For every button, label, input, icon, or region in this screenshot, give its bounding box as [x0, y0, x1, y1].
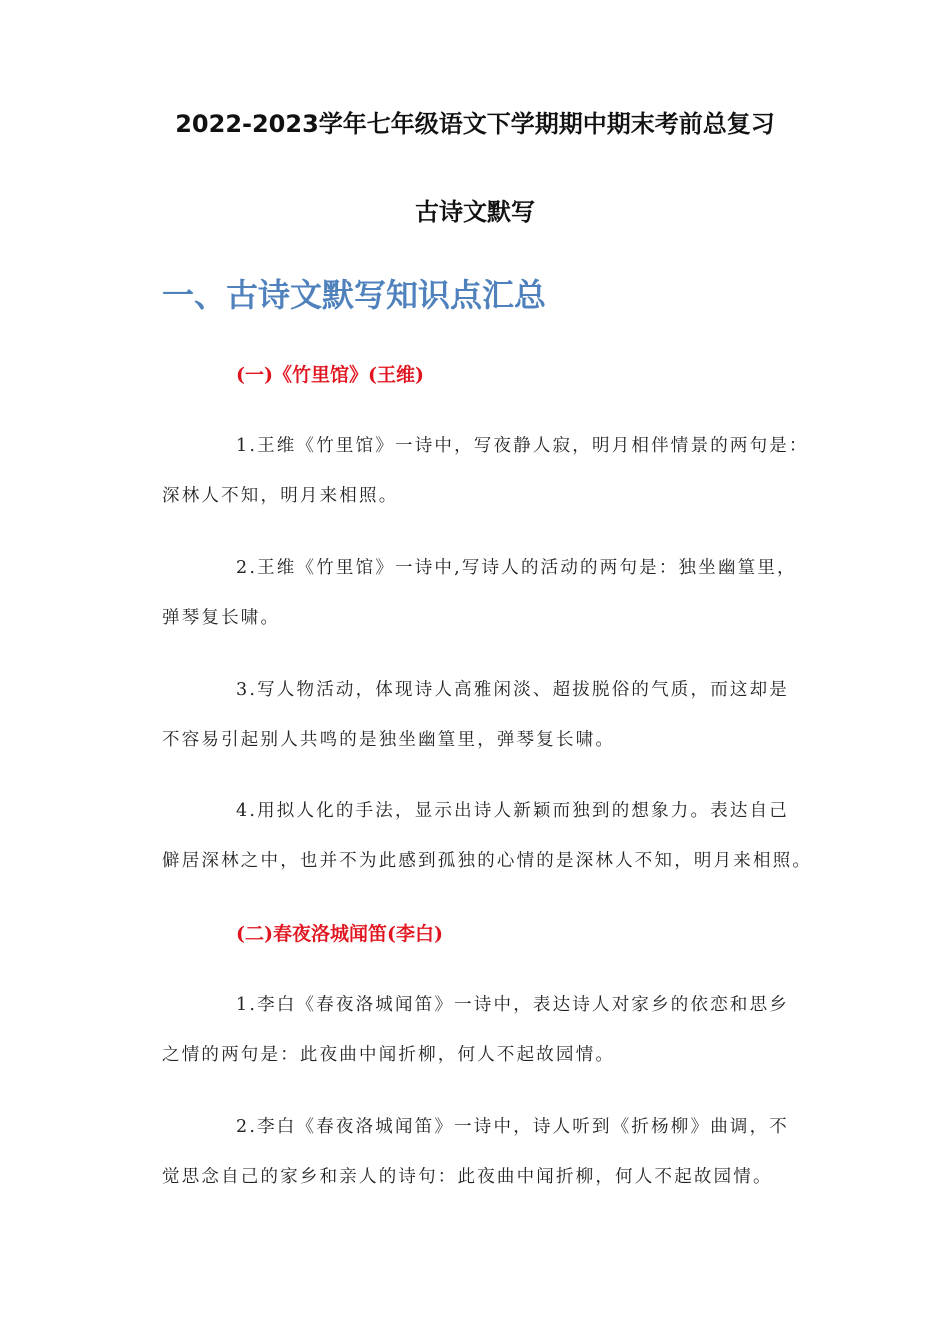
group-heading-zhuliguan: (一)《竹里馆》(王维): [236, 364, 424, 386]
document-subtitle: 古诗文默写: [415, 198, 535, 226]
paragraph: [162, 677, 792, 777]
paragraph-line: 1.李白《春夜洛城闻笛》一诗中，表达诗人对家乡的依恋和思乡: [236, 995, 789, 1015]
paragraph-line: 4.用拟人化的手法，显示出诗人新颖而独到的想象力。表达自己: [236, 801, 789, 821]
paragraph-line: 弹琴复长啸。: [162, 608, 281, 628]
paragraph-line: 深林人不知，明月来相照。: [162, 486, 399, 506]
paragraph: [162, 555, 797, 655]
section-heading: 一、古诗文默写知识点汇总: [162, 276, 547, 314]
paragraph-line: 不容易引起别人共鸣的是独坐幽篁里，弹琴复长啸。: [162, 730, 616, 750]
paragraph: [162, 433, 809, 533]
paragraph: [162, 992, 792, 1092]
group-heading-chunye: (二)春夜洛城闻笛(李白): [236, 923, 443, 945]
paragraph: [162, 798, 813, 898]
paragraph: [162, 1114, 792, 1214]
paragraph-line: 3.写人物活动，体现诗人高雅闲淡、超拔脱俗的气质，而这却是: [236, 680, 789, 700]
paragraph-line: 2.王维《竹里馆》一诗中,写诗人的活动的两句是：独坐幽篁里，: [236, 558, 797, 578]
paragraph-line: 1.王维《竹里馆》一诗中，写夜静人寂，明月相伴情景的两句是：: [236, 436, 809, 456]
paragraph-line: 2.李白《春夜洛城闻笛》一诗中，诗人听到《折杨柳》曲调，不: [236, 1117, 789, 1137]
paragraph-line: 僻居深林之中，也并不为此感到孤独的心情的是深林人不知，明月来相照。: [162, 851, 813, 871]
document-title: 2022-2023学年七年级语文下学期期中期末考前总复习: [175, 110, 775, 138]
paragraph-line: 之情的两句是：此夜曲中闻折柳，何人不起故园情。: [162, 1045, 616, 1065]
paragraph-line: 觉思念自己的家乡和亲人的诗句：此夜曲中闻折柳，何人不起故园情。: [162, 1167, 773, 1187]
